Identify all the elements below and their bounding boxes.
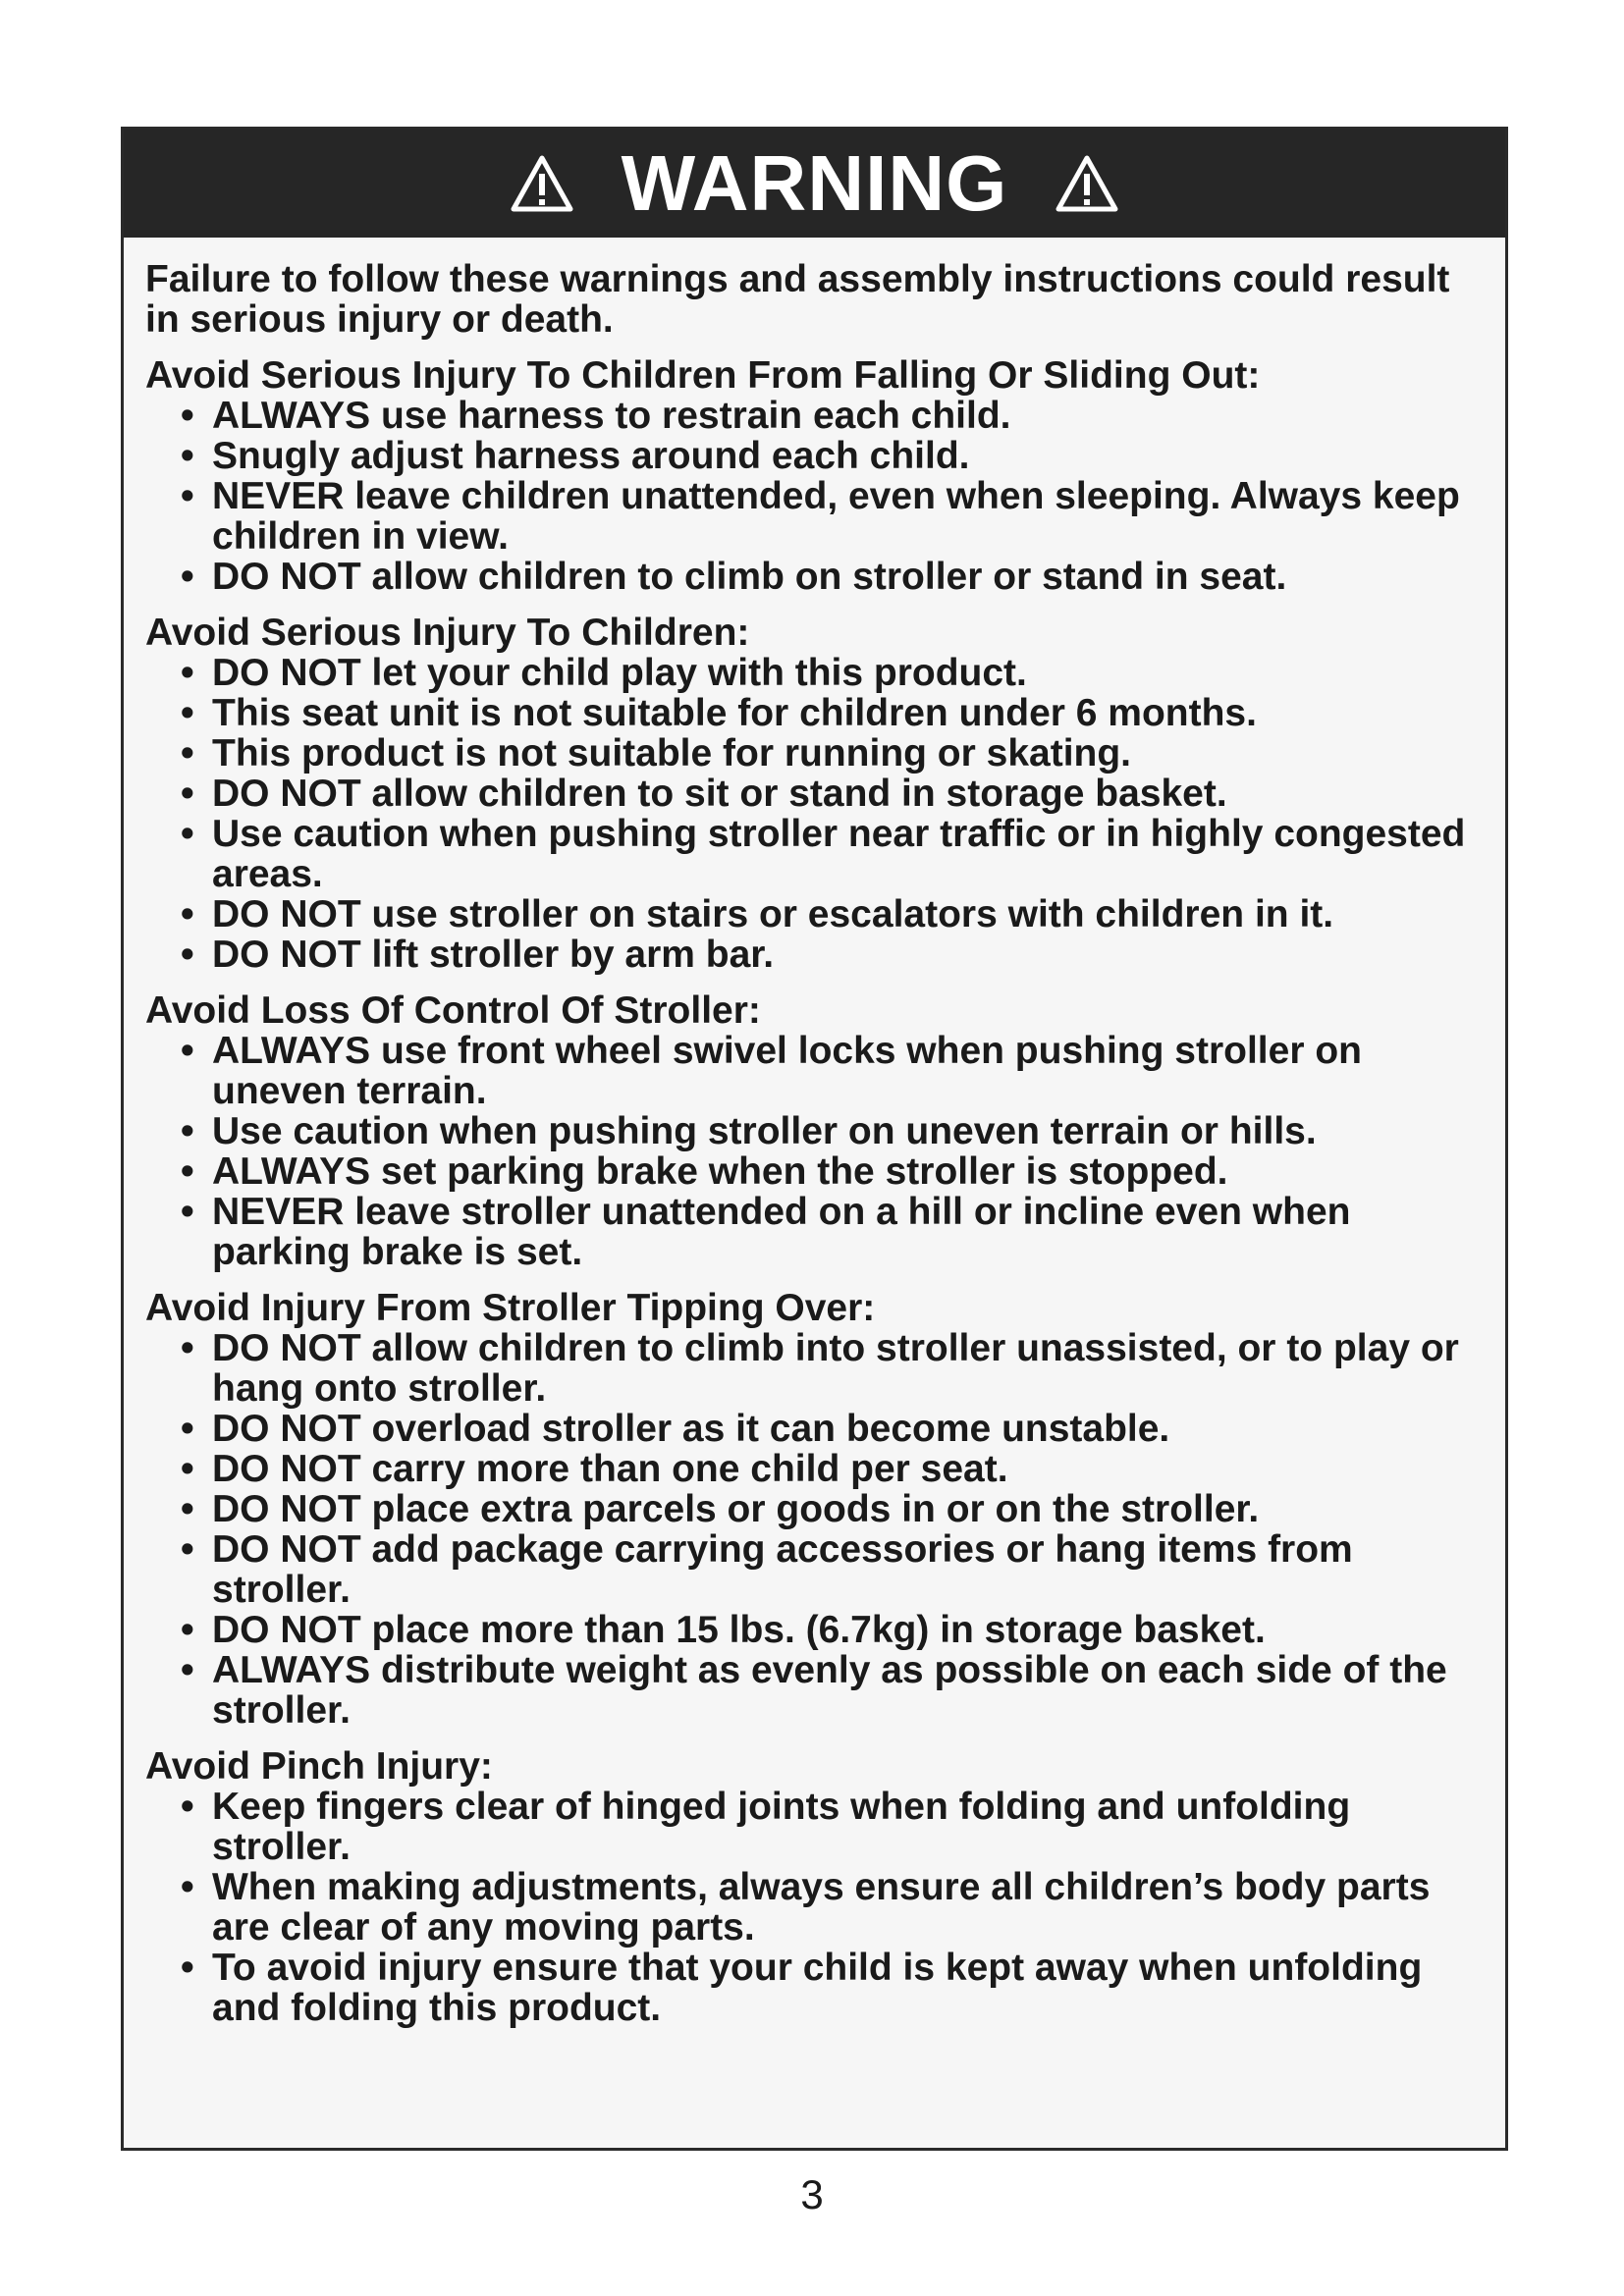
list-item: • When making adjustments, always ensure all children’s body parts are clear of any moving parts. <box>167 1867 1484 1948</box>
section-heading: Avoid Loss Of Control Of Stroller: <box>145 989 761 1032</box>
list-item: • DO NOT use stroller on stairs or escalators with children in it. <box>167 894 1484 934</box>
list-item: • Use caution when pushing stroller near traffic or in highly congested areas. <box>167 814 1484 894</box>
list-item: • Keep fingers clear of hinged joints when folding and unfolding stroller. <box>167 1787 1484 1867</box>
warning-triangle-icon <box>1055 154 1119 213</box>
section-heading: Avoid Pinch Injury: <box>145 1745 493 1788</box>
section-children <box>145 613 1484 975</box>
list-item: • DO NOT allow children to climb on stroller or stand in seat. <box>167 557 1484 597</box>
list-item: • Use caution when pushing stroller on uneven terrain or hills. <box>167 1111 1484 1151</box>
list-item: • ALWAYS set parking brake when the stroller is stopped. <box>167 1151 1484 1192</box>
warning-box <box>121 127 1508 2151</box>
list-item: • NEVER leave children unattended, even when sleeping. Always keep children in view. <box>167 476 1484 557</box>
list-item: • ALWAYS use harness to restrain each child. <box>167 396 1484 436</box>
list-item: • DO NOT let your child play with this product. <box>167 653 1484 693</box>
warning-list <box>145 1787 1484 2028</box>
warning-list <box>145 1031 1484 1272</box>
page-number: 3 <box>800 2171 824 2217</box>
section-pinch <box>145 1746 1484 2028</box>
list-item: • This product is not suitable for running or skating. <box>167 733 1484 774</box>
warning-list <box>145 396 1484 597</box>
list-item: • DO NOT carry more than one child per seat. <box>167 1449 1484 1489</box>
list-item: • DO NOT allow children to sit or stand in storage basket. <box>167 774 1484 814</box>
list-item: • DO NOT allow children to climb into stroller unassisted, or to play or hang onto stroller. <box>167 1328 1484 1409</box>
warning-list <box>145 653 1484 975</box>
warning-triangle-icon <box>510 154 574 213</box>
list-item: • This seat unit is not suitable for children under 6 months. <box>167 693 1484 733</box>
warning-body <box>124 238 1505 2028</box>
list-item: • ALWAYS use front wheel swivel locks when pushing stroller on uneven terrain. <box>167 1031 1484 1111</box>
list-item: • DO NOT add package carrying accessories or hang items from stroller. <box>167 1529 1484 1610</box>
warning-list <box>145 1328 1484 1731</box>
section-heading: Avoid Serious Injury To Children: <box>145 612 750 654</box>
list-item: • DO NOT place extra parcels or goods in or on the stroller. <box>167 1489 1484 1529</box>
section-heading: Avoid Serious Injury To Children From Falling Or Sliding Out: <box>145 354 1261 397</box>
warning-title: WARNING <box>621 139 1008 227</box>
list-item: • NEVER leave stroller unattended on a hill or incline even when parking brake is set. <box>167 1192 1484 1272</box>
intro-text: Failure to follow these warnings and assembly instructions could result in serious injury or death. <box>145 258 1450 341</box>
list-item: • DO NOT overload stroller as it can become unstable. <box>167 1409 1484 1449</box>
warning-header <box>124 130 1505 238</box>
section-control <box>145 990 1484 1272</box>
list-item: • Snugly adjust harness around each child. <box>167 436 1484 476</box>
list-item: • DO NOT lift stroller by arm bar. <box>167 934 1484 975</box>
list-item: • DO NOT place more than 15 lbs. (6.7kg) in storage basket. <box>167 1610 1484 1650</box>
section-tipping <box>145 1288 1484 1731</box>
section-heading: Avoid Injury From Stroller Tipping Over: <box>145 1287 876 1329</box>
list-item: • ALWAYS distribute weight as evenly as possible on each side of the stroller. <box>167 1650 1484 1731</box>
section-falling <box>145 355 1484 597</box>
list-item: • To avoid injury ensure that your child is kept away when unfolding and folding this product. <box>167 1948 1484 2028</box>
